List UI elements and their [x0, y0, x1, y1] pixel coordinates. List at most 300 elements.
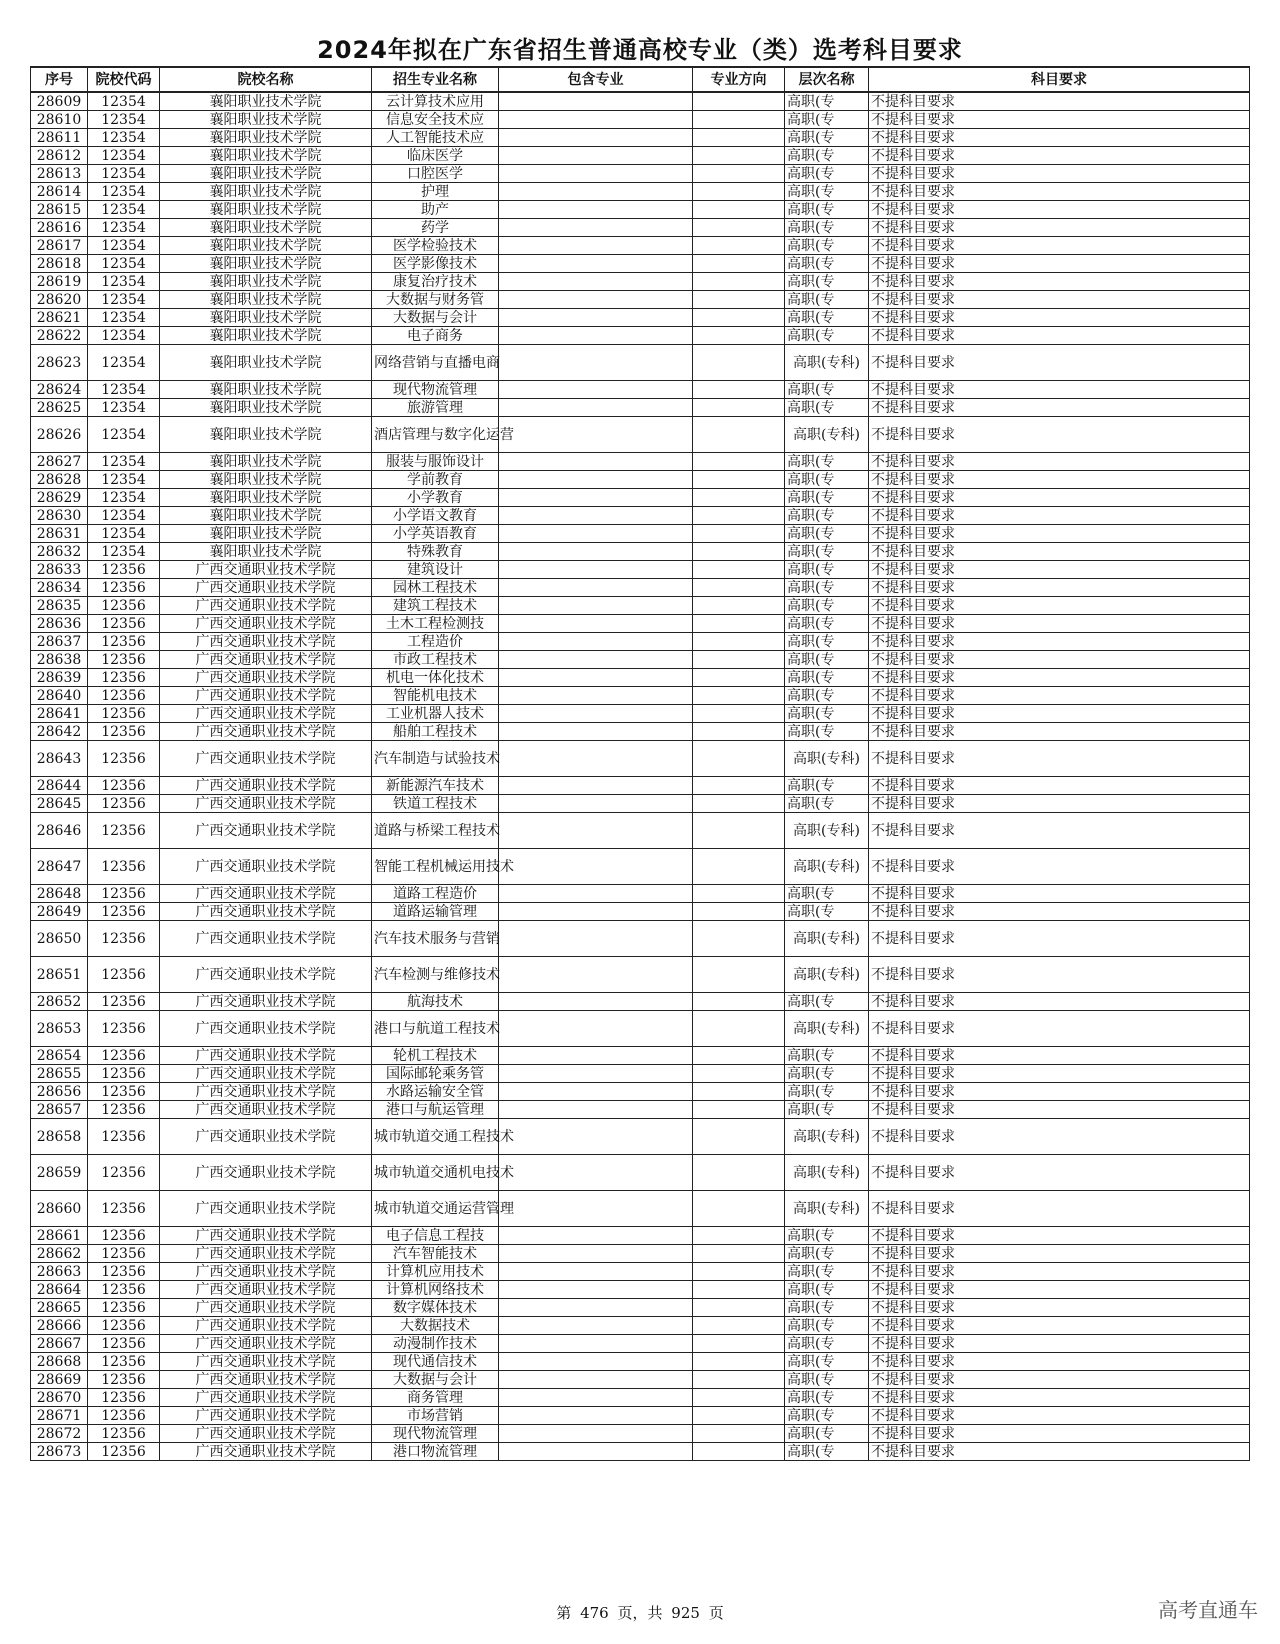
cell-school-name: 襄阳职业技术学院 — [160, 543, 372, 561]
cell-included-majors — [499, 1317, 693, 1335]
table-row — [31, 1353, 1250, 1371]
cell-school-code: 12356 — [88, 1047, 160, 1065]
table-row — [31, 147, 1250, 165]
table-row — [31, 1425, 1250, 1443]
cell-major-name: 智能机电技术 — [372, 687, 499, 705]
cell-level: 高职(专 — [785, 507, 869, 525]
cell-subject-requirement: 不提科目要求 — [869, 1263, 1250, 1281]
cell-major-direction — [693, 687, 785, 705]
cell-seq: 28638 — [31, 651, 88, 669]
cell-subject-requirement: 不提科目要求 — [869, 687, 1250, 705]
cell-school-name: 广西交通职业技术学院 — [160, 633, 372, 651]
cell-major-name: 酒店管理与数字化运营 — [372, 417, 499, 453]
cell-major-direction — [693, 111, 785, 129]
cell-subject-requirement: 不提科目要求 — [869, 597, 1250, 615]
cell-major-direction — [693, 471, 785, 489]
cell-included-majors — [499, 777, 693, 795]
table-row — [31, 1389, 1250, 1407]
cell-subject-requirement: 不提科目要求 — [869, 507, 1250, 525]
cell-seq: 28658 — [31, 1119, 88, 1155]
cell-included-majors — [499, 597, 693, 615]
table-row — [31, 309, 1250, 327]
cell-major-direction — [693, 1371, 785, 1389]
cell-major-name: 康复治疗技术 — [372, 273, 499, 291]
table-row — [31, 615, 1250, 633]
cell-school-code: 12354 — [88, 489, 160, 507]
cell-major-name: 建筑设计 — [372, 561, 499, 579]
cell-major-direction — [693, 255, 785, 273]
table-row — [31, 1083, 1250, 1101]
cell-seq: 28669 — [31, 1371, 88, 1389]
cell-major-direction — [693, 1353, 785, 1371]
cell-school-name: 襄阳职业技术学院 — [160, 453, 372, 471]
cell-included-majors — [499, 813, 693, 849]
cell-level: 高职(专 — [785, 795, 869, 813]
cell-included-majors — [499, 111, 693, 129]
cell-major-name: 道路与桥梁工程技术 — [372, 813, 499, 849]
cell-subject-requirement: 不提科目要求 — [869, 1389, 1250, 1407]
footer-page-number: 476 — [580, 1604, 609, 1622]
cell-level: 高职(专 — [785, 885, 869, 903]
cell-major-direction — [693, 453, 785, 471]
cell-school-code: 12356 — [88, 1227, 160, 1245]
cell-subject-requirement: 不提科目要求 — [869, 489, 1250, 507]
cell-major-name: 汽车智能技术 — [372, 1245, 499, 1263]
cell-major-name: 城市轨道交通机电技术 — [372, 1155, 499, 1191]
cell-level: 高职(专 — [785, 129, 869, 147]
cell-included-majors — [499, 381, 693, 399]
table-row — [31, 687, 1250, 705]
cell-level: 高职(专 — [785, 291, 869, 309]
table-row — [31, 327, 1250, 345]
cell-major-direction — [693, 1065, 785, 1083]
cell-seq: 28621 — [31, 309, 88, 327]
cell-major-direction — [693, 921, 785, 957]
cell-included-majors — [499, 849, 693, 885]
cell-subject-requirement: 不提科目要求 — [869, 1245, 1250, 1263]
cell-level: 高职(专 — [785, 561, 869, 579]
table-row — [31, 1371, 1250, 1389]
cell-school-name: 广西交通职业技术学院 — [160, 1371, 372, 1389]
cell-level: 高职(专 — [785, 579, 869, 597]
cell-major-name: 铁道工程技术 — [372, 795, 499, 813]
cell-school-name: 广西交通职业技术学院 — [160, 1047, 372, 1065]
cell-seq: 28620 — [31, 291, 88, 309]
cell-included-majors — [499, 1371, 693, 1389]
cell-school-name: 襄阳职业技术学院 — [160, 507, 372, 525]
cell-major-direction — [693, 165, 785, 183]
cell-major-name: 机电一体化技术 — [372, 669, 499, 687]
cell-major-name: 工业机器人技术 — [372, 705, 499, 723]
cell-subject-requirement: 不提科目要求 — [869, 669, 1250, 687]
cell-included-majors — [499, 633, 693, 651]
cell-seq: 28664 — [31, 1281, 88, 1299]
cell-level: 高职(专 — [785, 525, 869, 543]
cell-level: 高职(专 — [785, 183, 869, 201]
cell-major-direction — [693, 633, 785, 651]
cell-school-code: 12356 — [88, 1353, 160, 1371]
cell-school-code: 12356 — [88, 723, 160, 741]
cell-school-name: 襄阳职业技术学院 — [160, 147, 372, 165]
cell-included-majors — [499, 651, 693, 669]
cell-major-direction — [693, 1317, 785, 1335]
cell-subject-requirement: 不提科目要求 — [869, 561, 1250, 579]
cell-seq: 28644 — [31, 777, 88, 795]
footer-suffix: 页 — [708, 1604, 724, 1622]
cell-included-majors — [499, 1299, 693, 1317]
cell-seq: 28652 — [31, 993, 88, 1011]
cell-school-code: 12356 — [88, 669, 160, 687]
cell-major-name: 小学英语教育 — [372, 525, 499, 543]
cell-subject-requirement: 不提科目要求 — [869, 291, 1250, 309]
cell-school-code: 12354 — [88, 219, 160, 237]
cell-level: 高职(专 — [785, 1263, 869, 1281]
table-row — [31, 471, 1250, 489]
cell-included-majors — [499, 525, 693, 543]
cell-major-direction — [693, 399, 785, 417]
cell-seq: 28661 — [31, 1227, 88, 1245]
cell-school-name: 广西交通职业技术学院 — [160, 615, 372, 633]
cell-major-name: 动漫制作技术 — [372, 1335, 499, 1353]
cell-school-name: 襄阳职业技术学院 — [160, 381, 372, 399]
cell-level: 高职(专 — [785, 165, 869, 183]
cell-seq: 28610 — [31, 111, 88, 129]
cell-school-name: 襄阳职业技术学院 — [160, 273, 372, 291]
cell-subject-requirement: 不提科目要求 — [869, 741, 1250, 777]
cell-seq: 28654 — [31, 1047, 88, 1065]
cell-school-code: 12354 — [88, 255, 160, 273]
cell-school-code: 12354 — [88, 201, 160, 219]
cell-school-name: 广西交通职业技术学院 — [160, 669, 372, 687]
cell-school-name: 襄阳职业技术学院 — [160, 345, 372, 381]
cell-included-majors — [499, 291, 693, 309]
table-row — [31, 1317, 1250, 1335]
cell-subject-requirement: 不提科目要求 — [869, 723, 1250, 741]
cell-level: 高职(专 — [785, 273, 869, 291]
cell-major-name: 服装与服饰设计 — [372, 453, 499, 471]
cell-seq: 28662 — [31, 1245, 88, 1263]
cell-seq: 28618 — [31, 255, 88, 273]
footer-total-pages: 925 — [671, 1604, 700, 1622]
cell-subject-requirement: 不提科目要求 — [869, 201, 1250, 219]
cell-level: 高职(专 — [785, 615, 869, 633]
cell-major-name: 现代物流管理 — [372, 1425, 499, 1443]
cell-level: 高职(专 — [785, 1281, 869, 1299]
cell-school-code: 12356 — [88, 921, 160, 957]
table-row — [31, 507, 1250, 525]
table-row — [31, 543, 1250, 561]
cell-level: 高职(专 — [785, 1245, 869, 1263]
cell-subject-requirement: 不提科目要求 — [869, 237, 1250, 255]
cell-seq: 28648 — [31, 885, 88, 903]
cell-major-name: 智能工程机械运用技术 — [372, 849, 499, 885]
cell-major-name: 大数据技术 — [372, 1317, 499, 1335]
cell-subject-requirement: 不提科目要求 — [869, 417, 1250, 453]
cell-included-majors — [499, 489, 693, 507]
table-row — [31, 237, 1250, 255]
cell-seq: 28628 — [31, 471, 88, 489]
cell-subject-requirement: 不提科目要求 — [869, 1155, 1250, 1191]
cell-major-name: 计算机应用技术 — [372, 1263, 499, 1281]
cell-seq: 28609 — [31, 92, 88, 111]
cell-seq: 28641 — [31, 705, 88, 723]
cell-school-code: 12356 — [88, 777, 160, 795]
cell-major-name: 医学影像技术 — [372, 255, 499, 273]
cell-school-name: 襄阳职业技术学院 — [160, 111, 372, 129]
cell-school-name: 广西交通职业技术学院 — [160, 903, 372, 921]
page-footer — [0, 1602, 1280, 1623]
table-row — [31, 705, 1250, 723]
cell-seq: 28634 — [31, 579, 88, 597]
cell-major-name: 船舶工程技术 — [372, 723, 499, 741]
cell-major-name: 人工智能技术应 — [372, 129, 499, 147]
cell-subject-requirement: 不提科目要求 — [869, 183, 1250, 201]
cell-major-direction — [693, 1245, 785, 1263]
table-row — [31, 813, 1250, 849]
cell-school-code: 12354 — [88, 327, 160, 345]
cell-subject-requirement: 不提科目要求 — [869, 1353, 1250, 1371]
cell-level: 高职(专 — [785, 1299, 869, 1317]
cell-included-majors — [499, 507, 693, 525]
cell-level: 高职(专 — [785, 705, 869, 723]
cell-seq: 28617 — [31, 237, 88, 255]
cell-major-name: 港口与航道工程技术 — [372, 1011, 499, 1047]
table-row — [31, 633, 1250, 651]
cell-major-direction — [693, 543, 785, 561]
table-row — [31, 885, 1250, 903]
cell-included-majors — [499, 1263, 693, 1281]
cell-school-name: 广西交通职业技术学院 — [160, 705, 372, 723]
cell-level: 高职(专 — [785, 1047, 869, 1065]
cell-major-name: 云计算技术应用 — [372, 92, 499, 111]
cell-level: 高职(专 — [785, 1335, 869, 1353]
cell-major-direction — [693, 615, 785, 633]
cell-school-name: 襄阳职业技术学院 — [160, 309, 372, 327]
cell-major-name: 大数据与会计 — [372, 309, 499, 327]
cell-school-name: 广西交通职业技术学院 — [160, 795, 372, 813]
cell-seq: 28611 — [31, 129, 88, 147]
cell-level: 高职(专 — [785, 1083, 869, 1101]
cell-seq: 28624 — [31, 381, 88, 399]
cell-major-direction — [693, 1425, 785, 1443]
cell-included-majors — [499, 1245, 693, 1263]
cell-school-code: 12356 — [88, 1011, 160, 1047]
header-seq: 序号 — [31, 67, 88, 92]
cell-included-majors — [499, 1443, 693, 1461]
table-row — [31, 453, 1250, 471]
table-row — [31, 1281, 1250, 1299]
cell-school-code: 12354 — [88, 165, 160, 183]
cell-school-name: 广西交通职业技术学院 — [160, 1065, 372, 1083]
cell-seq: 28668 — [31, 1353, 88, 1371]
cell-level: 高职(专 — [785, 1065, 869, 1083]
cell-school-name: 广西交通职业技术学院 — [160, 957, 372, 993]
cell-school-name: 襄阳职业技术学院 — [160, 237, 372, 255]
table-row — [31, 1047, 1250, 1065]
cell-seq: 28614 — [31, 183, 88, 201]
cell-school-name: 广西交通职业技术学院 — [160, 651, 372, 669]
table-row — [31, 111, 1250, 129]
cell-seq: 28626 — [31, 417, 88, 453]
header-included-majors: 包含专业 — [499, 67, 693, 92]
cell-major-name: 城市轨道交通运营管理 — [372, 1191, 499, 1227]
cell-seq: 28623 — [31, 345, 88, 381]
table-row — [31, 255, 1250, 273]
cell-subject-requirement: 不提科目要求 — [869, 255, 1250, 273]
cell-included-majors — [499, 1281, 693, 1299]
cell-seq: 28639 — [31, 669, 88, 687]
cell-subject-requirement: 不提科目要求 — [869, 921, 1250, 957]
header-level: 层次名称 — [785, 67, 869, 92]
cell-major-direction — [693, 1011, 785, 1047]
cell-school-name: 广西交通职业技术学院 — [160, 1335, 372, 1353]
cell-major-name: 临床医学 — [372, 147, 499, 165]
cell-seq: 28645 — [31, 795, 88, 813]
cell-school-code: 12354 — [88, 507, 160, 525]
header-school-name: 院校名称 — [160, 67, 372, 92]
cell-level: 高职(专 — [785, 1389, 869, 1407]
cell-major-direction — [693, 507, 785, 525]
cell-subject-requirement: 不提科目要求 — [869, 309, 1250, 327]
cell-level: 高职(专 — [785, 399, 869, 417]
table-row — [31, 399, 1250, 417]
cell-school-code: 12356 — [88, 633, 160, 651]
cell-major-name: 城市轨道交通工程技术 — [372, 1119, 499, 1155]
cell-included-majors — [499, 453, 693, 471]
cell-major-direction — [693, 849, 785, 885]
cell-school-code: 12356 — [88, 1317, 160, 1335]
table-row — [31, 417, 1250, 453]
cell-included-majors — [499, 92, 693, 111]
cell-school-name: 广西交通职业技术学院 — [160, 1299, 372, 1317]
cell-included-majors — [499, 309, 693, 327]
cell-school-name: 广西交通职业技术学院 — [160, 741, 372, 777]
cell-school-code: 12356 — [88, 705, 160, 723]
table-row — [31, 1263, 1250, 1281]
cell-subject-requirement: 不提科目要求 — [869, 111, 1250, 129]
cell-included-majors — [499, 615, 693, 633]
cell-included-majors — [499, 957, 693, 993]
cell-level: 高职(专 — [785, 669, 869, 687]
cell-major-name: 现代物流管理 — [372, 381, 499, 399]
cell-school-name: 广西交通职业技术学院 — [160, 1101, 372, 1119]
table-row — [31, 903, 1250, 921]
cell-major-direction — [693, 219, 785, 237]
cell-level: 高职(专 — [785, 327, 869, 345]
table-row — [31, 381, 1250, 399]
cell-school-code: 12356 — [88, 993, 160, 1011]
cell-major-name: 旅游管理 — [372, 399, 499, 417]
table-row — [31, 1299, 1250, 1317]
cell-included-majors — [499, 273, 693, 291]
cell-seq: 28636 — [31, 615, 88, 633]
cell-level: 高职(专科) — [785, 849, 869, 885]
cell-level: 高职(专 — [785, 1407, 869, 1425]
cell-included-majors — [499, 993, 693, 1011]
cell-school-name: 广西交通职业技术学院 — [160, 1245, 372, 1263]
cell-school-code: 12356 — [88, 1245, 160, 1263]
cell-school-code: 12356 — [88, 1443, 160, 1461]
cell-school-code: 12356 — [88, 957, 160, 993]
cell-major-direction — [693, 1443, 785, 1461]
cell-school-name: 广西交通职业技术学院 — [160, 1317, 372, 1335]
cell-subject-requirement: 不提科目要求 — [869, 795, 1250, 813]
cell-school-name: 广西交通职业技术学院 — [160, 813, 372, 849]
cell-school-code: 12356 — [88, 1407, 160, 1425]
cell-included-majors — [499, 669, 693, 687]
cell-major-name: 大数据与财务管 — [372, 291, 499, 309]
cell-subject-requirement: 不提科目要求 — [869, 1191, 1250, 1227]
table-row — [31, 579, 1250, 597]
cell-included-majors — [499, 471, 693, 489]
table-row — [31, 291, 1250, 309]
cell-school-name: 广西交通职业技术学院 — [160, 597, 372, 615]
cell-included-majors — [499, 795, 693, 813]
cell-subject-requirement: 不提科目要求 — [869, 147, 1250, 165]
cell-major-name: 商务管理 — [372, 1389, 499, 1407]
table-row — [31, 849, 1250, 885]
cell-major-name: 信息安全技术应 — [372, 111, 499, 129]
cell-major-direction — [693, 201, 785, 219]
cell-subject-requirement: 不提科目要求 — [869, 957, 1250, 993]
cell-major-direction — [693, 795, 785, 813]
cell-subject-requirement: 不提科目要求 — [869, 993, 1250, 1011]
cell-seq: 28673 — [31, 1443, 88, 1461]
cell-major-direction — [693, 1101, 785, 1119]
cell-seq: 28615 — [31, 201, 88, 219]
cell-school-code: 12356 — [88, 885, 160, 903]
cell-school-code: 12354 — [88, 92, 160, 111]
cell-included-majors — [499, 417, 693, 453]
cell-seq: 28640 — [31, 687, 88, 705]
cell-subject-requirement: 不提科目要求 — [869, 1065, 1250, 1083]
cell-included-majors — [499, 1065, 693, 1083]
table-row — [31, 165, 1250, 183]
cell-school-code: 12356 — [88, 1083, 160, 1101]
cell-major-direction — [693, 1335, 785, 1353]
cell-level: 高职(专科) — [785, 417, 869, 453]
footer-prefix: 第 — [556, 1604, 572, 1622]
cell-subject-requirement: 不提科目要求 — [869, 705, 1250, 723]
cell-major-direction — [693, 1083, 785, 1101]
cell-level: 高职(专 — [785, 453, 869, 471]
table-row — [31, 561, 1250, 579]
table-row — [31, 201, 1250, 219]
cell-major-direction — [693, 741, 785, 777]
cell-included-majors — [499, 129, 693, 147]
cell-major-name: 网络营销与直播电商 — [372, 345, 499, 381]
cell-major-direction — [693, 147, 785, 165]
cell-subject-requirement: 不提科目要求 — [869, 273, 1250, 291]
cell-level: 高职(专 — [785, 1443, 869, 1461]
cell-subject-requirement: 不提科目要求 — [869, 1425, 1250, 1443]
cell-subject-requirement: 不提科目要求 — [869, 1299, 1250, 1317]
cell-level: 高职(专 — [785, 201, 869, 219]
table-row — [31, 1155, 1250, 1191]
cell-school-name: 襄阳职业技术学院 — [160, 183, 372, 201]
cell-school-code: 12356 — [88, 579, 160, 597]
cell-included-majors — [499, 579, 693, 597]
table-row — [31, 777, 1250, 795]
cell-included-majors — [499, 1425, 693, 1443]
cell-included-majors — [499, 741, 693, 777]
cell-school-name: 广西交通职业技术学院 — [160, 1227, 372, 1245]
cell-subject-requirement: 不提科目要求 — [869, 1047, 1250, 1065]
cell-major-name: 电子商务 — [372, 327, 499, 345]
cell-major-name: 药学 — [372, 219, 499, 237]
cell-included-majors — [499, 885, 693, 903]
cell-major-name: 汽车制造与试验技术 — [372, 741, 499, 777]
